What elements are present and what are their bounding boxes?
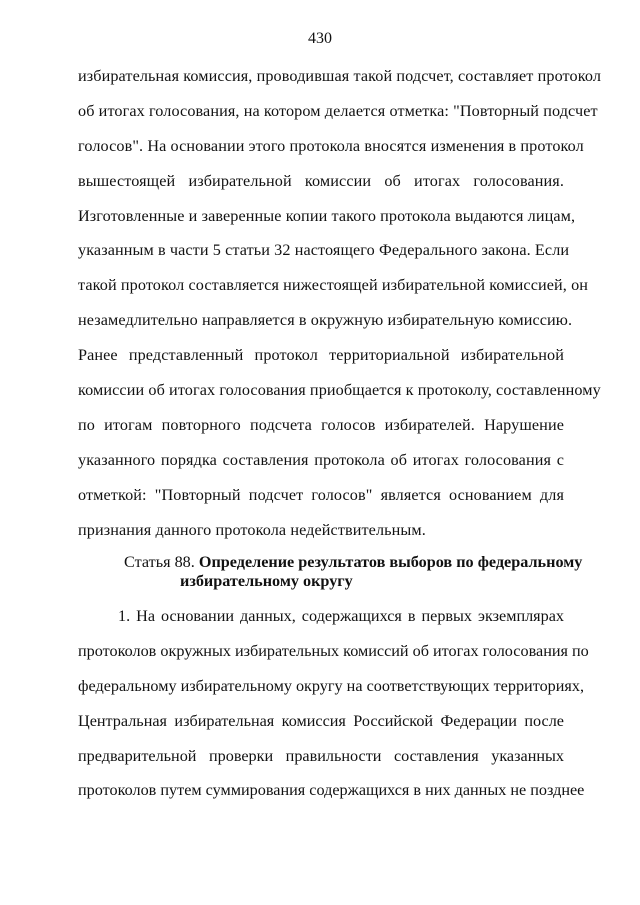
text-line: Ранее представленный протокол территориальной избирательной [78,346,564,365]
text-line: указанного порядка составления протокола об итогах голосования с [78,450,564,469]
paragraph-continuation [78,64,602,552]
article-heading [78,553,583,591]
text-line: незамедлительно направляется в окружную избирательную комиссию. [78,311,573,330]
text-line: 1. На основании данных, содержащихся в первых экземплярах [118,607,564,625]
text-line: указанным в части 5 статьи 32 настоящего Федерального закона. Если [78,241,570,260]
page-number: 430 [308,30,332,47]
text-line: по итогам повторного подсчета голосов избирателей. Нарушение [78,415,564,434]
text-line: отметкой: "Повторный подсчет голосов" является основанием для [78,485,564,504]
text-line: комиссии об итогах голосования приобщается к протоколу, составленному [78,381,601,400]
text-line: вышестоящей избирательной комиссии об итогах голосования. [78,171,564,190]
text-line: протоколов окружных избирательных комиссий об итогах голосования по [78,641,589,660]
article-title-continuation: избирательному округу [180,572,353,590]
text-line: протоколов путем суммирования содержащихся в них данных не позднее [78,781,585,800]
article-prefix: Статья 88. [124,553,195,571]
text-line: признания данного протокола недействительным. [78,520,426,539]
text-line: голосов". На основании этого протокола вносятся изменения в протокол [78,136,584,155]
text-line: избирательная комиссия, проводившая такой подсчет, составляет протокол [78,67,602,85]
article-title: Определение результатов выборов по федеральному [198,553,583,571]
text-line: предварительной проверки правильности составления указанных [78,746,564,765]
text-line: федеральному избирательному округу на соответствующих территориях, [78,676,585,695]
article-heading-line1 [78,553,583,572]
text-line: такой протокол составляется нижестоящей избирательной комиссией, он [78,276,589,295]
paragraph-article-88 [78,604,589,813]
text-line: Центральная избирательная комиссия Российской Федерации после [78,711,564,730]
text-line: Изготовленные и заверенные копии такого протокола выдаются лицам, [78,206,576,225]
text-line: об итогах голосования, на котором делается отметка: "Повторный подсчет [78,101,598,120]
